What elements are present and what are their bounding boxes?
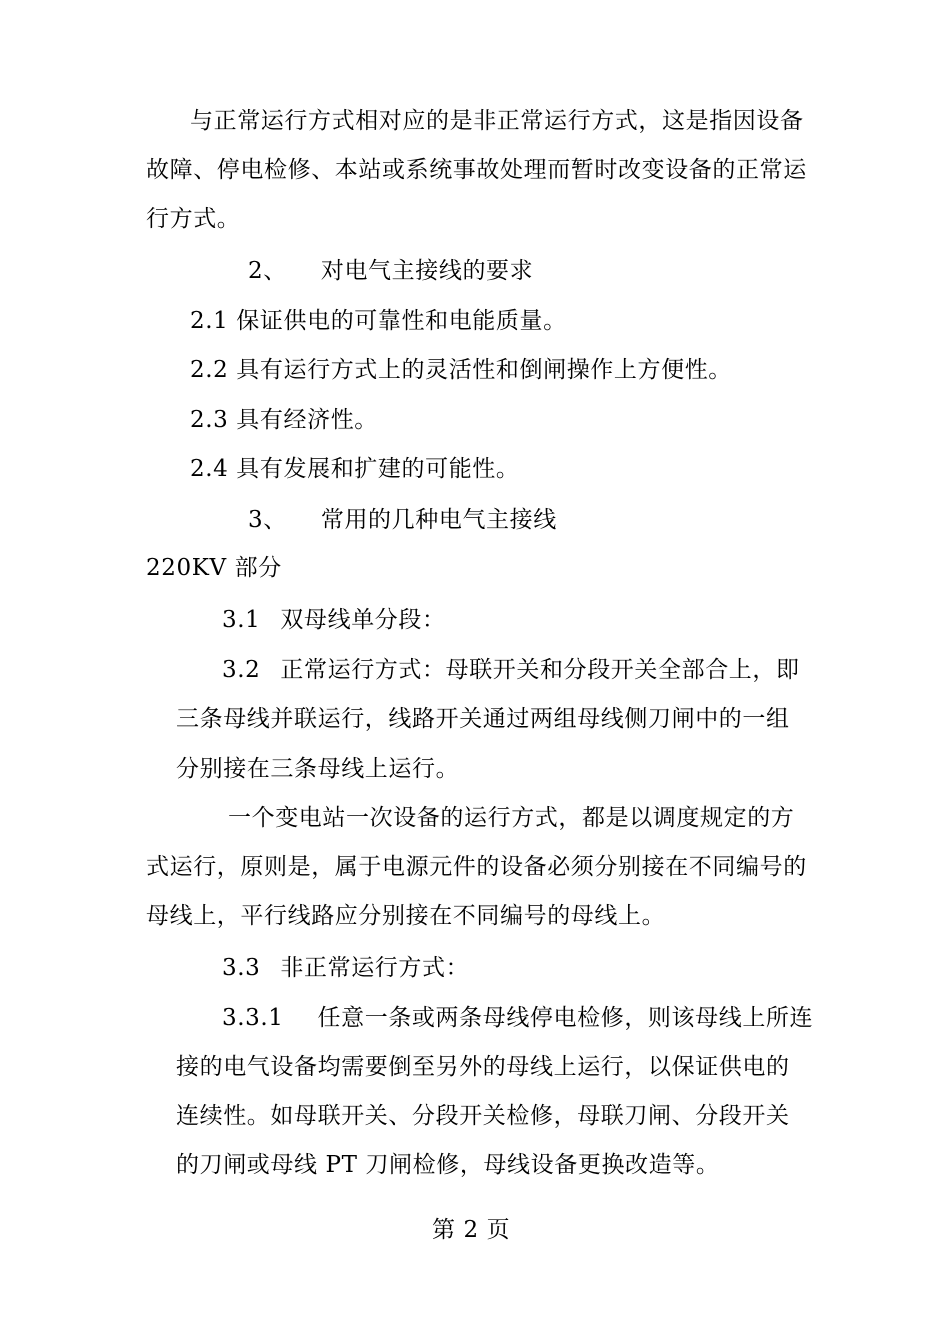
paragraph-line: 分别接在三条母线上运行。 <box>176 756 460 782</box>
paragraph-line: 连续性。如母联开关、分段开关检修，母联刀闸、分段开关 <box>176 1103 790 1129</box>
section-title: 对电气主接线的要求 <box>320 258 534 284</box>
paragraph-line: 的刀闸或母线 PT 刀闸检修，母线设备更换改造等。 <box>176 1152 720 1178</box>
item-text: 双母线单分段： <box>280 607 446 633</box>
paragraph-line: 接的电气设备均需要倒至另外的母线上运行，以保证供电的 <box>176 1054 790 1080</box>
paragraph-line: 一个变电站一次设备的运行方式，都是以调度规定的方 <box>228 805 795 831</box>
section-heading <box>248 505 557 535</box>
list-item: 2.2 具有运行方式上的灵活性和倒闸操作上方便性。 <box>190 357 732 383</box>
section-heading <box>248 256 533 286</box>
paragraph-line: 与正常运行方式相对应的是非正常运行方式，这是指因设备 <box>190 108 804 134</box>
paragraph-line: 式运行，原则是，属于电源元件的设备必须分别接在不同编号的 <box>146 854 807 880</box>
item-number: 3.1 <box>222 607 261 633</box>
section-number: 2、 <box>248 258 287 284</box>
list-item: 2.1 保证供电的可靠性和电能质量。 <box>190 308 567 334</box>
paragraph-line: 三条母线并联运行，线路开关通过两组母线侧刀闸中的一组 <box>176 706 790 732</box>
paragraph-line: 故障、停电检修、本站或系统事故处理而暂时改变设备的正常运 <box>146 157 807 183</box>
section-number: 3、 <box>248 507 287 533</box>
paragraph-line: 行方式。 <box>146 206 241 232</box>
item-number: 3.2 <box>222 657 261 683</box>
section-title: 常用的几种电气主接线 <box>320 507 557 533</box>
list-item <box>222 605 446 635</box>
list-item <box>222 953 469 983</box>
page-number: 第 2 页 <box>432 1217 511 1243</box>
subheading: 220KV 部分 <box>146 555 282 581</box>
list-item: 2.3 具有经济性。 <box>190 407 378 433</box>
paragraph-line: 母线上，平行线路应分别接在不同编号的母线上。 <box>146 903 666 929</box>
item-number: 3.3.1 <box>222 1005 284 1031</box>
list-item <box>222 1003 813 1033</box>
list-item <box>222 655 800 685</box>
item-number: 3.3 <box>222 955 261 981</box>
item-text: 正常运行方式：母联开关和分段开关全部合上，即 <box>280 657 800 683</box>
item-text: 非正常运行方式： <box>280 955 470 981</box>
list-item: 2.4 具有发展和扩建的可能性。 <box>190 456 520 482</box>
item-text: 任意一条或两条母线停电检修，则该母线上所连 <box>317 1005 814 1031</box>
